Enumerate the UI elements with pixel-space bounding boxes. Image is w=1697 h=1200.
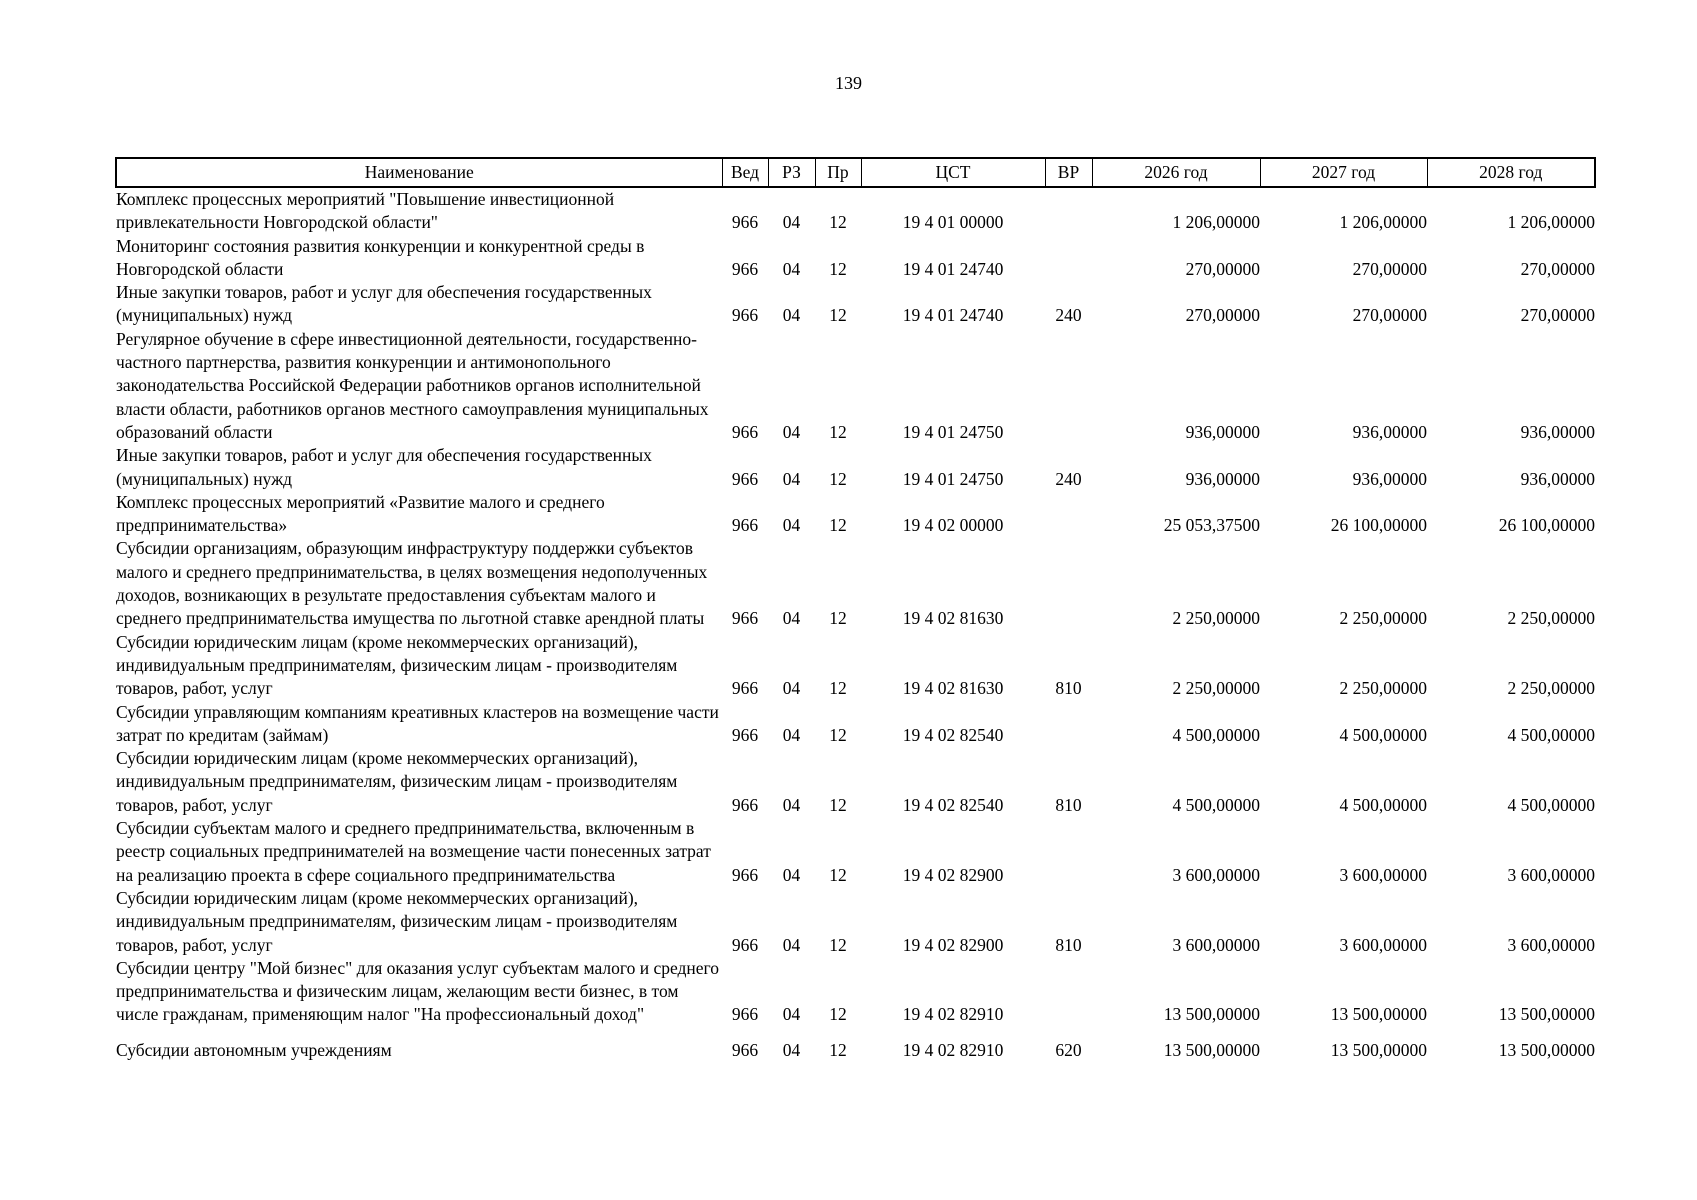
cell-name: Иные закупки товаров, работ и услуг для обеспечения государственных (муниципальных) нужд (116, 282, 652, 326)
cell-vr: 240 (1055, 305, 1082, 326)
cell-2026: 13 500,00000 (1163, 1040, 1260, 1061)
table-row (116, 887, 1595, 957)
cell-cst: 19 4 02 82540 (902, 794, 1004, 815)
cell-vr: 240 (1055, 468, 1082, 489)
cell-rz: 04 (782, 724, 801, 745)
cell-2026: 936,00000 (1185, 468, 1260, 489)
cell-rz: 04 (782, 305, 801, 326)
cell-2027: 2 250,00000 (1339, 678, 1427, 699)
cell-vr (1045, 817, 1092, 887)
cell-2027: 4 500,00000 (1339, 724, 1427, 745)
table-row (116, 747, 1595, 817)
cell-rz: 04 (782, 468, 801, 489)
table-header-row (116, 158, 1595, 187)
header-vr: ВР (1045, 158, 1092, 187)
cell-pr: 12 (829, 212, 847, 233)
cell-2026: 25 053,37500 (1163, 515, 1260, 536)
page-number: 139 (835, 73, 862, 93)
cell-pr: 12 (829, 864, 847, 885)
cell-2027: 26 100,00000 (1330, 515, 1427, 536)
table-row (116, 235, 1595, 282)
cell-ved: 966 (731, 212, 759, 233)
cell-2028: 2 250,00000 (1507, 678, 1595, 699)
cell-ved: 966 (731, 864, 759, 885)
cell-rz: 04 (782, 794, 801, 815)
cell-pr: 12 (829, 468, 847, 489)
cell-ved: 966 (731, 258, 759, 279)
header-rz: РЗ (768, 158, 815, 187)
cell-rz: 04 (782, 1040, 801, 1061)
cell-ved: 966 (731, 724, 759, 745)
cell-vr: 620 (1055, 1040, 1082, 1061)
cell-name: Мониторинг состояния развития конкуренции и конкурентной среды в Новгородской области (116, 235, 645, 279)
cell-pr: 12 (829, 515, 847, 536)
cell-cst: 19 4 02 81630 (902, 608, 1004, 629)
table-row (116, 187, 1595, 235)
cell-vr (1045, 957, 1092, 1027)
cell-cst: 19 4 01 00000 (902, 212, 1004, 233)
cell-2028: 936,00000 (1520, 468, 1595, 489)
cell-2027: 3 600,00000 (1339, 934, 1427, 955)
cell-ved: 966 (731, 934, 759, 955)
cell-vr (1045, 187, 1092, 235)
cell-2028: 3 600,00000 (1507, 864, 1595, 885)
cell-ved: 966 (731, 305, 759, 326)
cell-2027: 13 500,00000 (1330, 1004, 1427, 1025)
header-2028: 2028 год (1427, 158, 1595, 187)
cell-cst: 19 4 02 82910 (902, 1040, 1004, 1061)
cell-cst: 19 4 02 82900 (902, 864, 1004, 885)
cell-vr (1045, 328, 1092, 444)
cell-2028: 3 600,00000 (1507, 934, 1595, 955)
cell-rz: 04 (782, 515, 801, 536)
table-row (116, 817, 1595, 887)
cell-2027: 936,00000 (1352, 468, 1427, 489)
cell-2028: 270,00000 (1520, 258, 1595, 279)
cell-pr: 12 (829, 305, 847, 326)
cell-vr: 810 (1055, 794, 1082, 815)
cell-2027: 4 500,00000 (1339, 794, 1427, 815)
cell-name: Субсидии автономным учреждениям (116, 1040, 392, 1061)
cell-cst: 19 4 01 24740 (902, 258, 1004, 279)
cell-cst: 19 4 02 00000 (902, 515, 1004, 536)
cell-name: Регулярное обучение в сфере инвестиционной деятельности, государственно-частного партнерства, развития конкуренции и антимонопольного законодательства Российской Федерации работников органов исполнительной власти области, работников органов местного самоуправления муниципальных образований области (116, 328, 709, 442)
cell-2028: 270,00000 (1520, 305, 1595, 326)
header-2027: 2027 год (1260, 158, 1427, 187)
cell-vr (1045, 491, 1092, 538)
cell-name: Субсидии юридическим лицам (кроме некоммерческих организаций), индивидуальным предпринимателям, физическим лицам - производителям товаров, работ, услуг (116, 631, 678, 699)
table-row (116, 537, 1595, 630)
cell-2028: 4 500,00000 (1507, 794, 1595, 815)
cell-vr (1045, 235, 1092, 282)
cell-cst: 19 4 02 81630 (902, 678, 1004, 699)
cell-2026: 1 206,00000 (1172, 212, 1260, 233)
cell-name: Субсидии субъектам малого и среднего предпринимательства, включенным в реестр социальных предпринимателей на возмещение части понесенных затрат на реализацию проекта в сфере социального предпринимательства (116, 818, 711, 885)
cell-ved: 966 (731, 468, 759, 489)
cell-2028: 936,00000 (1520, 421, 1595, 442)
header-2026: 2026 год (1092, 158, 1260, 187)
table-row (116, 701, 1595, 748)
cell-2027: 270,00000 (1352, 305, 1427, 326)
cell-ved: 966 (731, 678, 759, 699)
header-ved: Вед (722, 158, 768, 187)
cell-rz: 04 (782, 258, 801, 279)
cell-2028: 13 500,00000 (1498, 1004, 1595, 1025)
cell-ved: 966 (731, 1040, 759, 1061)
cell-2027: 2 250,00000 (1339, 608, 1427, 629)
cell-2028: 26 100,00000 (1498, 515, 1595, 536)
cell-pr: 12 (829, 724, 847, 745)
header-pr: Пр (815, 158, 861, 187)
cell-2026: 2 250,00000 (1172, 608, 1260, 629)
table-row (116, 1027, 1595, 1063)
cell-pr: 12 (829, 608, 847, 629)
cell-ved: 966 (731, 608, 759, 629)
cell-2027: 936,00000 (1352, 421, 1427, 442)
table-row (116, 631, 1595, 701)
cell-2027: 270,00000 (1352, 258, 1427, 279)
cell-cst: 19 4 01 24740 (902, 305, 1004, 326)
cell-rz: 04 (782, 1004, 801, 1025)
table-row (116, 281, 1595, 328)
cell-2026: 3 600,00000 (1172, 864, 1260, 885)
table-row (116, 957, 1595, 1027)
cell-rz: 04 (782, 421, 801, 442)
cell-2028: 4 500,00000 (1507, 724, 1595, 745)
cell-name: Комплекс процессных мероприятий "Повышение инвестиционной привлекательности Новгородской области" (116, 189, 615, 233)
cell-rz: 04 (782, 864, 801, 885)
cell-2026: 2 250,00000 (1172, 678, 1260, 699)
cell-cst: 19 4 01 24750 (902, 421, 1004, 442)
cell-cst: 19 4 02 82910 (902, 1004, 1004, 1025)
cell-2026: 270,00000 (1185, 258, 1260, 279)
cell-2027: 3 600,00000 (1339, 864, 1427, 885)
cell-vr: 810 (1055, 678, 1082, 699)
cell-rz: 04 (782, 678, 801, 699)
cell-pr: 12 (829, 1040, 847, 1061)
header-cst: ЦСТ (861, 158, 1045, 187)
cell-2028: 13 500,00000 (1498, 1040, 1595, 1061)
cell-2026: 4 500,00000 (1172, 724, 1260, 745)
cell-ved: 966 (731, 1004, 759, 1025)
header-name: Наименование (116, 158, 722, 187)
cell-cst: 19 4 02 82900 (902, 934, 1004, 955)
cell-pr: 12 (829, 934, 847, 955)
cell-rz: 04 (782, 608, 801, 629)
budget-table (115, 157, 1596, 1063)
cell-cst: 19 4 02 82540 (902, 724, 1004, 745)
cell-pr: 12 (829, 258, 847, 279)
cell-pr: 12 (829, 794, 847, 815)
cell-vr: 810 (1055, 934, 1082, 955)
cell-rz: 04 (782, 934, 801, 955)
cell-2026: 13 500,00000 (1163, 1004, 1260, 1025)
cell-name: Комплекс процессных мероприятий «Развитие малого и среднего предпринимательства» (116, 491, 605, 536)
cell-name: Субсидии организациям, образующим инфраструктуру поддержки субъектов малого и среднего предпринимательства, в целях возмещения недополученных доходов, возникающих в результате предоставления субъектам малого и среднего предпринимательства имущества по льготной ставке арендной платы (116, 538, 708, 629)
cell-2027: 13 500,00000 (1330, 1040, 1427, 1061)
cell-pr: 12 (829, 1004, 847, 1025)
cell-name: Субсидии управляющим компаниям креативных кластеров на возмещение части затрат по кредитам (займам) (116, 701, 719, 745)
cell-2027: 1 206,00000 (1339, 212, 1427, 233)
cell-ved: 966 (731, 515, 759, 536)
cell-name: Иные закупки товаров, работ и услуг для обеспечения государственных (муниципальных) нужд (116, 445, 652, 489)
cell-2028: 1 206,00000 (1507, 212, 1595, 233)
cell-vr (1045, 701, 1092, 748)
cell-ved: 966 (731, 421, 759, 442)
cell-name: Субсидии юридическим лицам (кроме некоммерческих организаций), индивидуальным предпринимателям, физическим лицам - производителям товаров, работ, услуг (116, 887, 678, 955)
cell-name: Субсидии центру "Мой бизнес" для оказания услуг субъектам малого и среднего предпринимательства и физическим лицам, желающим вести бизнес, в том числе гражданам, применяющим налог "На профессиональный доход" (116, 957, 720, 1025)
cell-name: Субсидии юридическим лицам (кроме некоммерческих организаций), индивидуальным предпринимателям, физическим лицам - производителям товаров, работ, услуг (116, 748, 678, 815)
cell-2026: 270,00000 (1185, 305, 1260, 326)
cell-2026: 3 600,00000 (1172, 934, 1260, 955)
cell-vr (1045, 537, 1092, 630)
cell-cst: 19 4 01 24750 (902, 468, 1004, 489)
table-row (116, 444, 1595, 491)
cell-2028: 2 250,00000 (1507, 608, 1595, 629)
table-row (116, 328, 1595, 444)
table-row (116, 491, 1595, 538)
cell-2026: 4 500,00000 (1172, 794, 1260, 815)
cell-pr: 12 (829, 421, 847, 442)
cell-rz: 04 (782, 212, 801, 233)
cell-pr: 12 (829, 678, 847, 699)
cell-ved: 966 (731, 794, 759, 815)
cell-2026: 936,00000 (1185, 421, 1260, 442)
